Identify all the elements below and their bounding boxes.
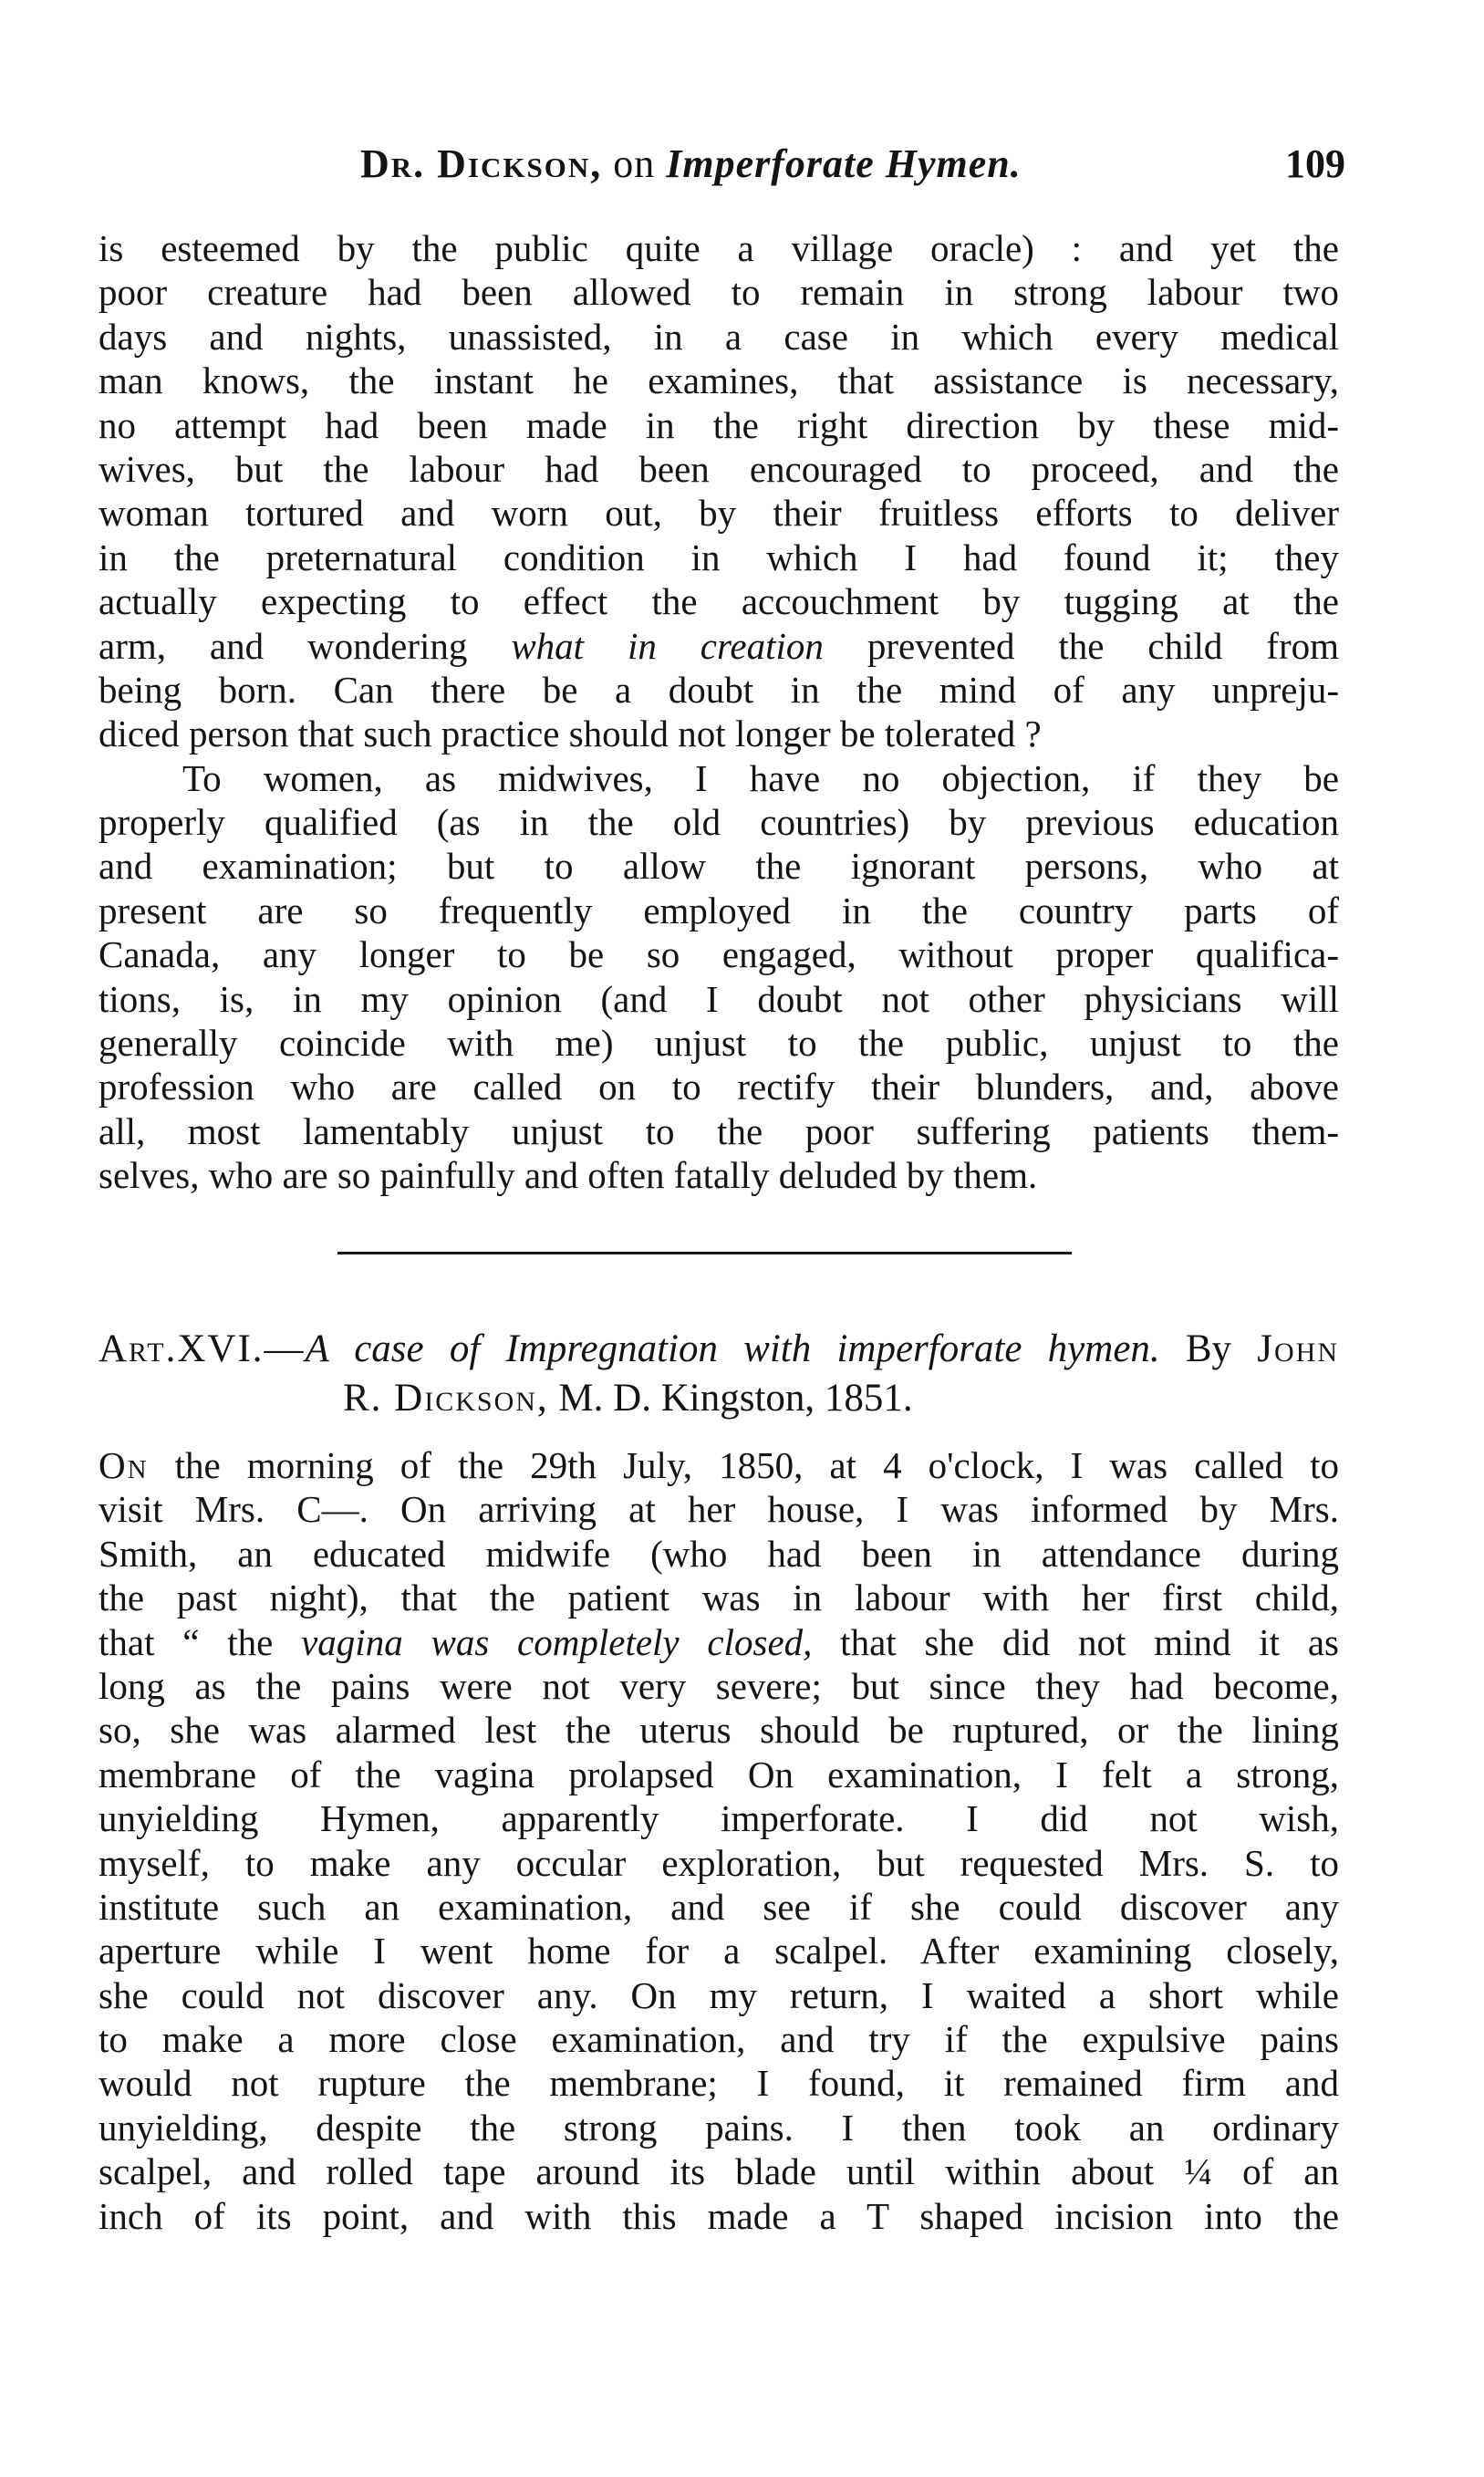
text-line: wives, but the labour had been encouraged to proceed, and the: [99, 447, 1339, 490]
article-heading: [99, 1325, 1339, 1423]
italic-phrase: what in creation: [511, 624, 824, 667]
text-line: membrane of the vagina prolapsed On examination, I felt a strong,: [99, 1753, 1339, 1795]
text-line: poor creature had been allowed to remain in strong labour two: [99, 271, 1339, 314]
text-line: days and nights, unassisted, in a case in which every medical: [99, 315, 1339, 358]
text-line: scalpel, and rolled tape around its blade until within about ¼ of an: [99, 2150, 1339, 2193]
running-header: [360, 137, 1345, 201]
text-line: actually expecting to effect the accouchment by tugging at the: [99, 580, 1339, 623]
text-line: unyielding, despite the strong pains. I then took an ordinary: [99, 2106, 1339, 2149]
article-credentials: M. D. Kingston, 1851.: [548, 1377, 913, 1420]
article-heading-line: [99, 1325, 1339, 1374]
text-line-italic-phrase: [99, 1620, 1339, 1664]
text-line: inch of its point, and with this made a T shaped incision into the: [99, 2194, 1339, 2237]
text-line: all, most lamentably unjust to the poor suffering patients them-: [99, 1109, 1339, 1152]
text-line: aperture while I went home for a scalpel. After examining closely,: [99, 1930, 1339, 1972]
text-line-italic-phrase: [99, 624, 1339, 668]
text-line: long as the pains were not very severe; but since they had become,: [99, 1664, 1339, 1707]
text-line: Canada, any longer to be so engaged, without proper qualifica-: [99, 933, 1339, 976]
text-line: and examination; but to allow the ignorant persons, who at: [99, 845, 1339, 888]
text-segment: arm, and wondering: [99, 624, 512, 667]
text-line: profession who are called on to rectify their blunders, and, above: [99, 1066, 1339, 1108]
header-subject: Imperforate Hymen.: [666, 141, 1022, 186]
text-line: tions, is, in my opinion (and I doubt not other physicians will: [99, 977, 1339, 1020]
text-line: present are so frequently employed in the country parts of: [99, 889, 1339, 931]
text-line: being born. Can there be a doubt in the mind of any unpreju-: [99, 668, 1339, 711]
text-line: would not rupture the membrane; I found, it remained firm and: [99, 2062, 1339, 2105]
text-line: properly qualified (as in the old countries) by previous education: [99, 801, 1339, 844]
text-line: to make a more close examination, and try if the expulsive pains: [99, 2018, 1339, 2061]
text-line-opening: [99, 1443, 1339, 1487]
text-line: no attempt had been made in the right direction by these mid-: [99, 403, 1339, 446]
header-connector: on: [613, 141, 656, 186]
header-title: [360, 137, 1022, 192]
italic-phrase: vagina was completely closed,: [301, 1620, 813, 1663]
text-line: selves, who are so painfully and often fatally deluded by them.: [99, 1154, 1038, 1197]
text-line: in the preternatural condition in which I had found it; they: [99, 536, 1339, 578]
text-line: visit Mrs. C—. On arriving at her house, I was informed by Mrs.: [99, 1488, 1339, 1531]
text-segment: that she did not mind it as: [812, 1620, 1339, 1663]
text-line: institute such an examination, and see if she could discover any: [99, 1885, 1339, 1928]
article-number: Art.XVI.—: [99, 1327, 306, 1370]
text-line-indented: To women, as midwives, I have no objection, if they be: [182, 756, 1339, 799]
text-line: Smith, an educated midwife (who had been in attendance during: [99, 1532, 1339, 1575]
text-segment: the morning of the 29th July, 1850, at 4 o'clock, I was called to: [148, 1444, 1339, 1486]
text-line: diced person that such practice should not longer be tolerated ?: [99, 713, 1042, 755]
article-body-block: [99, 1443, 1339, 2238]
text-line: man knows, the instant he examines, that assistance is necessary,: [99, 359, 1339, 402]
text-line: generally coincide with me) unjust to the public, unjust to the: [99, 1022, 1339, 1065]
article-by: By: [1159, 1327, 1258, 1370]
text-line: so, she was alarmed lest the uterus should be ruptured, or the lining: [99, 1709, 1339, 1752]
article-title: A case of Impregnation with imperforate hymen.: [305, 1327, 1160, 1370]
text-line: she could not discover any. On my return, I waited a short while: [99, 1973, 1339, 2016]
text-line: myself, to make any occular exploration, but requested Mrs. S. to: [99, 1841, 1339, 1884]
text-segment: prevented the child from: [823, 624, 1339, 667]
article-author-rest: R. Dickson,: [343, 1377, 549, 1420]
header-author: Dr. Dickson,: [360, 141, 603, 186]
text-line: the past night), that the patient was in labour with her first child,: [99, 1577, 1339, 1619]
opening-word: On: [99, 1444, 149, 1486]
article-heading-line: [99, 1374, 1339, 1423]
section-divider: [337, 1252, 1072, 1254]
text-line: is esteemed by the public quite a village oracle) : and yet the: [99, 227, 1339, 269]
text-line: unyielding Hymen, apparently imperforate. I did not wish,: [99, 1797, 1339, 1840]
page-number: 109: [1285, 141, 1345, 186]
article-author-first: John: [1257, 1327, 1339, 1370]
text-segment: that “ the: [99, 1620, 302, 1663]
continued-paragraph-block: [99, 226, 1339, 1198]
text-line: woman tortured and worn out, by their fruitless efforts to deliver: [99, 492, 1339, 535]
